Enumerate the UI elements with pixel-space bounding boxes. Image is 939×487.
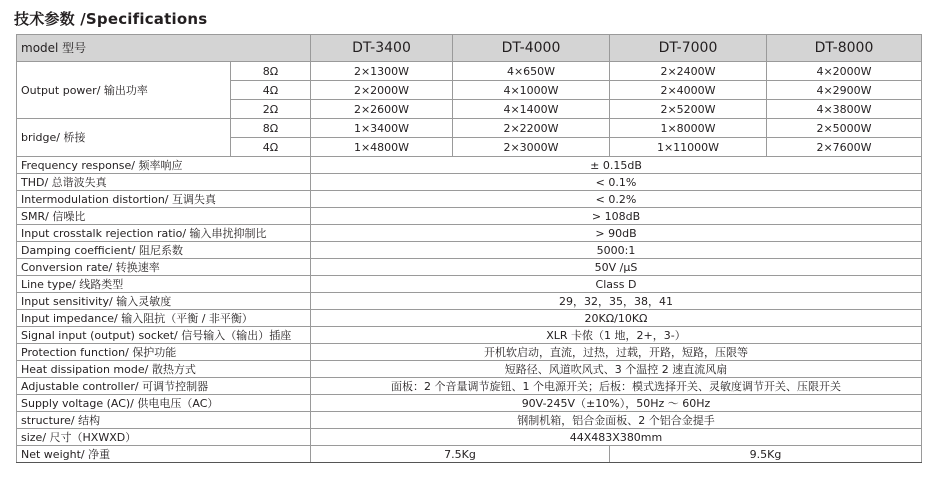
value-cell: 4×2000W [767, 62, 922, 81]
spec-label: Signal input (output) socket/ 信号输入（输出）插座 [17, 327, 311, 344]
output-power-label: Output power/ 输出功率 [17, 62, 231, 119]
value-cell: 2×2600W [311, 100, 453, 119]
spec-value: > 90dB [311, 225, 922, 242]
value-cell: 4×2900W [767, 81, 922, 100]
load-cell: 4Ω [231, 138, 311, 157]
spec-label: Input impedance/ 输入阻抗（平衡 / 非平衡） [17, 310, 311, 327]
bridge-label: bridge/ 桥接 [17, 119, 231, 157]
model-dt-3400: DT-3400 [311, 35, 453, 62]
spec-value: 开机软启动，直流，过热，过载，开路，短路，压限等 [311, 344, 922, 361]
spec-row [17, 293, 922, 310]
spec-row [17, 242, 922, 259]
value-cell: 1×8000W [610, 119, 767, 138]
value-cell: 2×7600W [767, 138, 922, 157]
spec-label: Line type/ 线路类型 [17, 276, 311, 293]
spec-value: 50V /μS [311, 259, 922, 276]
spec-row [17, 259, 922, 276]
net-weight-row [17, 446, 922, 463]
spec-value: 面板：2 个音量调节旋钮、1 个电源开关；后板：模式选择开关、灵敏度调节开关、压限开关 [311, 378, 922, 395]
value-cell: 1×11000W [610, 138, 767, 157]
spec-label: size/ 尺寸（HXWXD） [17, 429, 311, 446]
spec-value: 5000:1 [311, 242, 922, 259]
spec-value: < 0.1% [311, 174, 922, 191]
spec-value: Class D [311, 276, 922, 293]
value-cell: 4×650W [453, 62, 610, 81]
value-cell: 2×1300W [311, 62, 453, 81]
spec-label: Adjustable controller/ 可调节控制器 [17, 378, 311, 395]
spec-row [17, 157, 922, 174]
value-cell: 2×5000W [767, 119, 922, 138]
bridge-row [17, 119, 922, 138]
spec-label: Intermodulation distortion/ 互调失真 [17, 191, 311, 208]
spec-label: Input sensitivity/ 输入灵敏度 [17, 293, 311, 310]
spec-label: Supply voltage (AC)/ 供电电压（AC） [17, 395, 311, 412]
spec-row [17, 344, 922, 361]
spec-row [17, 412, 922, 429]
spec-row [17, 276, 922, 293]
specifications-table [16, 34, 922, 463]
spec-row [17, 429, 922, 446]
value-cell: 4×1000W [453, 81, 610, 100]
value-cell: 2×2000W [311, 81, 453, 100]
spec-row [17, 208, 922, 225]
value-cell: 1×4800W [311, 138, 453, 157]
model-dt-4000: DT-4000 [453, 35, 610, 62]
spec-label: Frequency response/ 频率响应 [17, 157, 311, 174]
net-weight-dt-7000-8000: 9.5Kg [610, 446, 922, 463]
value-cell: 2×2400W [610, 62, 767, 81]
spec-label: structure/ 结构 [17, 412, 311, 429]
spec-value: 钢制机箱，铝合金面板、2 个铝合金提手 [311, 412, 922, 429]
value-cell: 4×1400W [453, 100, 610, 119]
spec-row [17, 191, 922, 208]
spec-value: < 0.2% [311, 191, 922, 208]
value-cell: 4×3800W [767, 100, 922, 119]
spec-label: Heat dissipation mode/ 散热方式 [17, 361, 311, 378]
spec-value: 44X483X380mm [311, 429, 922, 446]
load-cell: 8Ω [231, 119, 311, 138]
spec-row [17, 310, 922, 327]
spec-value: > 108dB [311, 208, 922, 225]
spec-row [17, 378, 922, 395]
spec-value: 29，32，35，38，41 [311, 293, 922, 310]
spec-label: Damping coefficient/ 阻尼系数 [17, 242, 311, 259]
spec-row [17, 395, 922, 412]
spec-row [17, 361, 922, 378]
spec-row [17, 225, 922, 242]
load-cell: 2Ω [231, 100, 311, 119]
spec-value: 短路径、风道吹风式、3 个温控 2 速直流风扇 [311, 361, 922, 378]
value-cell: 2×4000W [610, 81, 767, 100]
spec-value: ± 0.15dB [311, 157, 922, 174]
spec-value: 90V-245V（±10%），50Hz ～ 60Hz [311, 395, 922, 412]
header-row [17, 35, 922, 62]
output-power-row [17, 62, 922, 81]
value-cell: 2×3000W [453, 138, 610, 157]
page-title: 技术参数 /Specifications [14, 10, 208, 28]
spec-value: XLR 卡侬（1 地，2+，3-） [311, 327, 922, 344]
net-weight-dt-3400-4000: 7.5Kg [311, 446, 610, 463]
load-cell: 8Ω [231, 62, 311, 81]
spec-label: Input crosstalk rejection ratio/ 输入串扰抑制比 [17, 225, 311, 242]
model-dt-8000: DT-8000 [767, 35, 922, 62]
model-label: model 型号 [17, 35, 311, 62]
spec-value: 20KΩ/10KΩ [311, 310, 922, 327]
spec-label: Conversion rate/ 转换速率 [17, 259, 311, 276]
spec-label: Protection function/ 保护功能 [17, 344, 311, 361]
net-weight-label: Net weight/ 净重 [17, 446, 311, 463]
value-cell: 2×5200W [610, 100, 767, 119]
spec-row [17, 174, 922, 191]
model-dt-7000: DT-7000 [610, 35, 767, 62]
value-cell: 2×2200W [453, 119, 610, 138]
spec-label: THD/ 总谐波失真 [17, 174, 311, 191]
spec-label: SMR/ 信噪比 [17, 208, 311, 225]
value-cell: 1×3400W [311, 119, 453, 138]
spec-row [17, 327, 922, 344]
load-cell: 4Ω [231, 81, 311, 100]
